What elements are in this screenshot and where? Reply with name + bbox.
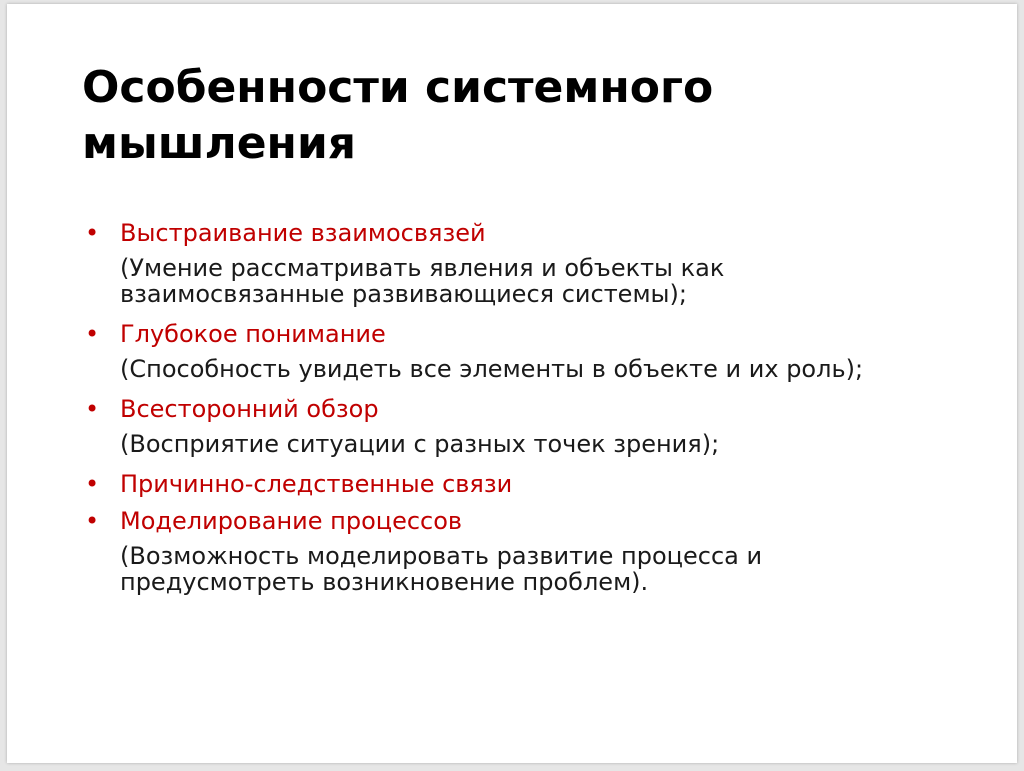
bullet-icon: • [85,219,100,247]
description-line: (Восприятие ситуации с разных точек зрения); [120,430,720,458]
description-line: предусмотреть возникновение проблем). [120,568,649,596]
list-item [82,218,982,307]
description-line: (Возможность моделировать развитие процесса и [120,542,763,570]
list-item [82,469,982,499]
item-description [120,255,982,307]
title-line-1: Особенности системного [82,62,714,113]
item-heading: Выстраивание взаимосвязей [120,219,486,247]
description-line: взаимосвязанные развивающиеся системы); [120,280,687,308]
bullet-icon: • [85,470,100,498]
slide-title [82,60,713,172]
slide [7,4,1017,763]
item-description [120,356,982,382]
description-line: (Умение рассматривать явления и объекты как [120,254,725,282]
description-line: (Способность увидеть все элементы в объекте и их роль); [120,355,864,383]
list-item [82,319,982,382]
list-item [82,394,982,457]
bullet-icon: • [85,395,100,423]
bullet-icon: • [85,507,100,535]
item-description [120,543,982,595]
feature-list [82,218,982,607]
item-heading: Всесторонний обзор [120,395,379,423]
item-heading: Глубокое понимание [120,320,386,348]
bullet-icon: • [85,320,100,348]
item-heading: Моделирование процессов [120,507,463,535]
item-description [120,431,982,457]
item-heading: Причинно-следственные связи [120,470,513,498]
list-item [82,506,982,595]
title-line-2: мышления [82,118,357,169]
